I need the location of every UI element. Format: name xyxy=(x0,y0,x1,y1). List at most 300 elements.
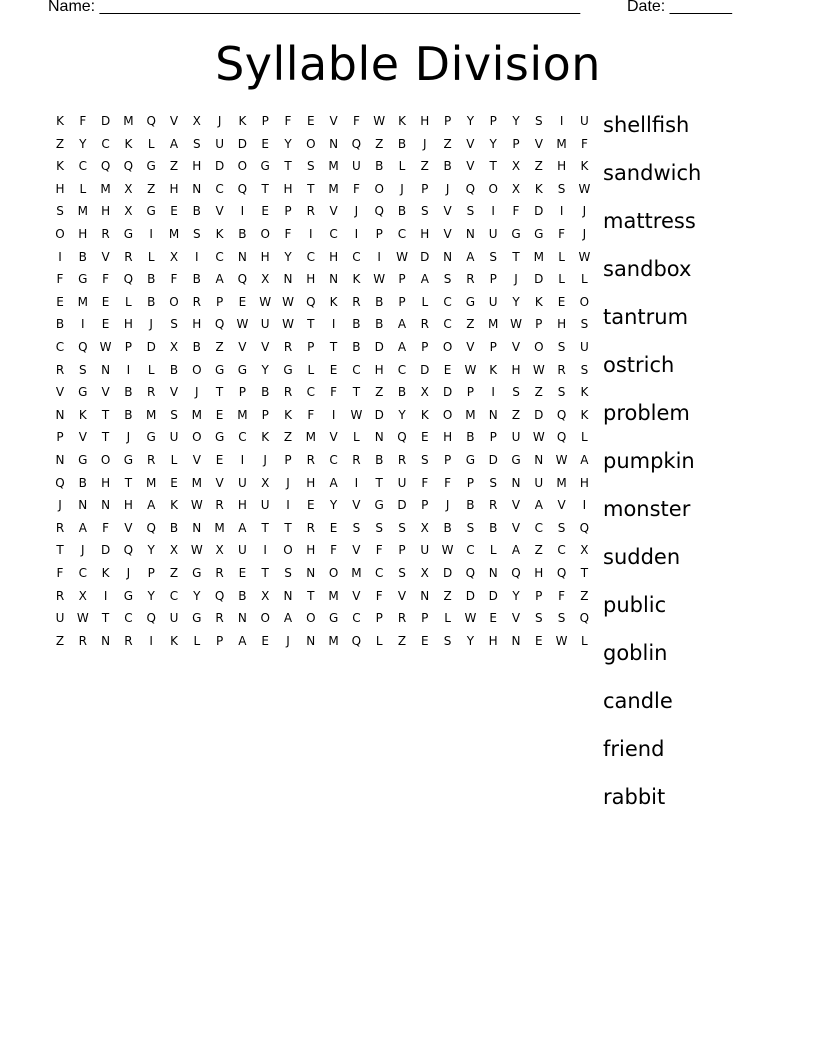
grid-letter: W xyxy=(282,317,294,332)
grid-letter: G xyxy=(374,498,384,513)
grid-letter: F xyxy=(375,543,383,558)
grid-letter: C xyxy=(352,362,361,377)
grid-letter: D xyxy=(374,340,384,354)
grid-letter: R xyxy=(283,340,293,354)
grid-letter: D xyxy=(534,272,544,287)
grid-letter: B xyxy=(489,520,498,535)
grid-letter: P xyxy=(398,272,406,287)
grid-letter: K xyxy=(580,385,589,400)
grid-letter: V xyxy=(511,498,521,513)
grid-letter: O xyxy=(442,407,453,422)
grid-letter: M xyxy=(465,407,476,422)
grid-letter: K xyxy=(170,633,178,648)
grid-letter: V xyxy=(329,430,338,445)
grid-letter: P xyxy=(147,566,155,580)
grid-letter: Y xyxy=(512,294,520,309)
grid-letter: V xyxy=(101,249,110,264)
grid-letter: J xyxy=(81,543,85,558)
grid-letter: M xyxy=(328,588,339,603)
grid-letter: X xyxy=(511,159,521,174)
grid-letter: K xyxy=(170,498,178,513)
grid-letter: Q xyxy=(397,430,407,445)
grid-letter: S xyxy=(489,249,497,264)
word-list-item: candle xyxy=(603,689,673,713)
grid-letter: E xyxy=(307,498,315,513)
grid-letter: G xyxy=(511,227,521,241)
grid-letter: O xyxy=(579,294,590,309)
grid-letter: Z xyxy=(443,588,452,603)
grid-letter: K xyxy=(352,272,361,287)
grid-letter: W xyxy=(578,249,591,264)
grid-letter: C xyxy=(238,430,247,445)
grid-letter: E xyxy=(443,362,452,377)
grid-letter: Q xyxy=(351,136,362,151)
grid-letter: Z xyxy=(466,317,475,332)
grid-letter: K xyxy=(101,566,110,580)
grid-letter: J xyxy=(286,633,290,648)
grid-letter: K xyxy=(489,362,498,377)
grid-letter: R xyxy=(215,611,224,626)
grid-letter: E xyxy=(329,362,338,377)
grid-letter: Z xyxy=(169,566,179,580)
grid-letter: L xyxy=(581,633,588,648)
grid-letter: D xyxy=(465,588,476,603)
grid-letter: P xyxy=(421,498,429,513)
grid-letter: E xyxy=(215,453,224,467)
grid-letter: I xyxy=(377,249,381,264)
grid-letter: M xyxy=(533,249,544,264)
grid-letter: P xyxy=(489,114,497,128)
grid-letter: Z xyxy=(215,340,224,354)
grid-letter: V xyxy=(466,340,475,354)
grid-letter: P xyxy=(398,543,406,558)
grid-letter: W xyxy=(76,611,89,626)
grid-letter: Z xyxy=(511,407,521,422)
grid-letter: R xyxy=(124,633,133,648)
grid-letter: F xyxy=(375,588,383,603)
name-field-label: Name: ______________________________________________________ xyxy=(48,0,581,15)
grid-letter: N xyxy=(329,272,339,287)
grid-letter: V xyxy=(352,543,361,558)
grid-letter: V xyxy=(329,114,338,128)
grid-letter: B xyxy=(375,159,384,174)
grid-letter: D xyxy=(442,385,453,400)
grid-letter: R xyxy=(215,498,224,513)
word-list-item: sandbox xyxy=(603,257,692,281)
grid-letter: A xyxy=(420,272,429,287)
grid-letter: Y xyxy=(79,136,87,151)
grid-letter: N xyxy=(192,181,202,196)
grid-letter: P xyxy=(466,385,475,400)
grid-letter: T xyxy=(512,249,520,264)
grid-letter: I xyxy=(263,543,267,558)
grid-letter: L xyxy=(170,453,178,467)
grid-letter: P xyxy=(375,611,383,626)
grid-letter: Y xyxy=(398,407,406,422)
grid-letter: E xyxy=(170,475,178,490)
grid-letter: Z xyxy=(55,633,65,648)
grid-letter: B xyxy=(147,294,156,309)
grid-letter: V xyxy=(352,588,361,603)
grid-letter: R xyxy=(306,453,315,467)
grid-letter: F xyxy=(79,114,87,128)
grid-letter: I xyxy=(491,385,495,400)
grid-letter: N xyxy=(101,633,111,648)
grid-letter: W xyxy=(532,362,545,377)
grid-letter: F xyxy=(284,114,292,128)
grid-letter: N xyxy=(192,520,202,535)
grid-letter: C xyxy=(124,611,133,626)
grid-letter: Y xyxy=(147,543,155,558)
grid-letter: C xyxy=(101,136,110,151)
grid-letter: D xyxy=(374,407,384,422)
grid-letter: S xyxy=(557,520,566,535)
grid-letter: X xyxy=(420,385,429,400)
grid-letter: O xyxy=(260,611,270,626)
grid-letter: W xyxy=(259,294,272,309)
grid-letter: Y xyxy=(512,114,520,128)
grid-letter: D xyxy=(420,362,430,377)
grid-letter: Y xyxy=(329,498,338,513)
grid-letter: F xyxy=(421,475,429,490)
grid-letter: Q xyxy=(351,633,362,648)
grid-letter: Y xyxy=(147,588,155,603)
grid-letter: V xyxy=(511,611,521,626)
grid-letter: H xyxy=(78,227,88,241)
grid-letter: Q xyxy=(100,159,111,174)
grid-letter: L xyxy=(581,272,588,287)
grid-letter: T xyxy=(261,181,269,196)
grid-letter: Q xyxy=(306,294,316,309)
grid-letter: C xyxy=(466,543,475,558)
grid-letter: T xyxy=(329,340,338,354)
grid-letter: P xyxy=(398,294,406,309)
grid-letter: J xyxy=(514,272,518,287)
grid-letter: C xyxy=(55,340,65,354)
grid-letter: N xyxy=(306,566,316,580)
grid-letter: N xyxy=(55,453,65,467)
grid-letter: E xyxy=(261,633,269,648)
grid-letter: I xyxy=(309,227,313,241)
grid-letter: H xyxy=(443,430,453,445)
grid-letter: E xyxy=(329,520,338,535)
grid-letter: S xyxy=(375,520,383,535)
grid-letter: J xyxy=(58,498,62,513)
grid-letter: T xyxy=(352,385,361,400)
grid-letter: Q xyxy=(123,272,134,287)
grid-letter: C xyxy=(329,227,338,241)
grid-letter: S xyxy=(56,204,64,219)
grid-letter: P xyxy=(466,475,475,490)
grid-letter: L xyxy=(581,430,588,445)
grid-letter: U xyxy=(260,317,270,332)
grid-letter: B xyxy=(397,385,407,400)
grid-letter: I xyxy=(354,227,359,241)
grid-letter: O xyxy=(100,453,111,467)
grid-letter: V xyxy=(511,520,521,535)
grid-letter: D xyxy=(420,249,430,264)
word-list-item: pumpkin xyxy=(603,449,695,473)
grid-letter: G xyxy=(123,588,134,603)
grid-letter: P xyxy=(215,633,224,648)
grid-letter: O xyxy=(55,227,65,241)
grid-letter: U xyxy=(169,430,179,445)
grid-letter: G xyxy=(192,566,202,580)
grid-letter: G xyxy=(328,611,339,626)
grid-letter: D xyxy=(442,566,453,580)
grid-letter: I xyxy=(126,362,131,377)
grid-letter: Z xyxy=(534,385,543,400)
grid-letter: S xyxy=(466,204,475,219)
grid-letter: F xyxy=(580,136,588,151)
grid-letter: S xyxy=(443,633,452,648)
grid-letter: J xyxy=(445,498,450,513)
grid-letter: B xyxy=(192,272,201,287)
grid-letter: D xyxy=(534,407,544,422)
grid-letter: G xyxy=(146,204,156,219)
grid-letter: R xyxy=(55,362,65,377)
grid-letter: A xyxy=(511,543,521,558)
grid-letter: R xyxy=(397,453,407,467)
grid-letter: H xyxy=(420,114,430,128)
grid-letter: I xyxy=(149,227,153,241)
grid-letter: E xyxy=(535,633,543,648)
grid-letter: N xyxy=(101,362,111,377)
grid-letter: S xyxy=(420,453,429,467)
grid-letter: P xyxy=(261,407,269,422)
grid-letter: R xyxy=(489,498,498,513)
grid-letter: O xyxy=(306,136,316,151)
grid-letter: M xyxy=(237,407,248,422)
grid-letter: V xyxy=(466,136,475,151)
grid-letter: F xyxy=(558,227,566,241)
grid-letter: U xyxy=(237,543,247,558)
grid-letter: Z xyxy=(397,633,407,648)
grid-letter: P xyxy=(512,136,520,151)
grid-letter: K xyxy=(215,227,224,241)
grid-letter: W xyxy=(441,543,454,558)
grid-letter: B xyxy=(443,159,452,174)
grid-letter: H xyxy=(534,566,544,580)
grid-letter: M xyxy=(328,159,339,174)
grid-letter: G xyxy=(465,294,476,309)
grid-letter: Z xyxy=(534,543,543,558)
grid-letter: N xyxy=(283,272,293,287)
grid-letter: B xyxy=(466,430,475,445)
grid-letter: Q xyxy=(556,566,567,580)
grid-letter: E xyxy=(261,136,269,151)
grid-letter: X xyxy=(261,588,270,603)
grid-letter: U xyxy=(420,543,430,558)
word-list-item: problem xyxy=(603,401,690,425)
grid-letter: S xyxy=(557,340,566,354)
grid-letter: T xyxy=(489,159,497,174)
grid-letter: P xyxy=(443,114,452,128)
grid-letter: E xyxy=(56,294,64,309)
grid-letter: J xyxy=(263,453,267,467)
grid-letter: E xyxy=(261,204,269,219)
grid-letter: W xyxy=(236,317,249,332)
grid-letter: E xyxy=(421,633,429,648)
grid-letter: X xyxy=(215,543,224,558)
grid-letter: I xyxy=(559,204,564,219)
grid-letter: D xyxy=(100,543,111,558)
grid-letter: D xyxy=(214,159,225,174)
grid-letter: K xyxy=(56,159,64,174)
grid-letter: B xyxy=(238,588,247,603)
grid-letter: J xyxy=(126,566,131,580)
grid-letter: W xyxy=(373,272,386,287)
grid-letter: G xyxy=(214,430,225,445)
grid-letter: L xyxy=(147,362,155,377)
grid-letter: P xyxy=(489,430,497,445)
grid-letter: I xyxy=(81,317,85,332)
grid-letter: N xyxy=(465,227,475,241)
grid-letter: I xyxy=(58,249,62,264)
grid-letter: L xyxy=(489,543,497,558)
grid-letter: B xyxy=(466,498,475,513)
grid-letter: M xyxy=(146,475,157,490)
grid-letter: B xyxy=(261,385,270,400)
grid-letter: Y xyxy=(284,249,292,264)
grid-letter: P xyxy=(284,204,292,219)
grid-letter: O xyxy=(374,181,384,196)
grid-letter: V xyxy=(101,385,110,400)
grid-letter: H xyxy=(283,181,293,196)
grid-letter: S xyxy=(489,475,497,490)
grid-letter: K xyxy=(534,294,543,309)
grid-letter: G xyxy=(465,453,476,467)
grid-letter: W xyxy=(190,498,203,513)
grid-letter: T xyxy=(284,520,292,535)
grid-letter: N xyxy=(78,498,88,513)
grid-letter: E xyxy=(215,407,224,422)
grid-letter: W xyxy=(510,317,522,332)
grid-letter: V xyxy=(534,136,543,151)
grid-letter: U xyxy=(351,159,361,174)
grid-letter: M xyxy=(191,407,202,422)
grid-letter: R xyxy=(557,362,566,377)
grid-letter: T xyxy=(261,566,269,580)
grid-letter: F xyxy=(352,181,360,196)
grid-letter: U xyxy=(169,611,179,626)
grid-letter: C xyxy=(534,520,543,535)
grid-letter: Y xyxy=(512,588,520,603)
grid-letter: U xyxy=(237,475,247,490)
grid-letter: B xyxy=(397,204,407,219)
grid-letter: N xyxy=(237,249,247,264)
grid-letter: R xyxy=(397,611,407,626)
grid-letter: B xyxy=(192,340,201,354)
grid-letter: R xyxy=(306,520,315,535)
grid-letter: Z xyxy=(580,588,589,603)
grid-letter: H xyxy=(306,272,316,287)
grid-letter: G xyxy=(78,453,88,467)
grid-letter: X xyxy=(78,588,87,603)
grid-letter: W xyxy=(578,181,591,196)
grid-letter: B xyxy=(443,520,452,535)
grid-letter: W xyxy=(555,453,568,467)
grid-letter: X xyxy=(169,543,179,558)
grid-letter: H xyxy=(557,317,567,332)
grid-letter: O xyxy=(442,340,453,354)
grid-letter: K xyxy=(534,181,543,196)
grid-letter: H xyxy=(192,159,202,174)
grid-letter: A xyxy=(215,272,224,287)
grid-letter: D xyxy=(100,114,111,128)
grid-letter: Q xyxy=(123,159,134,174)
grid-letter: R xyxy=(192,294,201,309)
grid-letter: H xyxy=(123,498,133,513)
grid-letter: N xyxy=(55,407,65,422)
grid-letter: N xyxy=(488,566,498,580)
grid-letter: N xyxy=(511,475,521,490)
grid-letter: B xyxy=(352,317,361,332)
grid-letter: O xyxy=(488,181,498,196)
grid-letter: Y xyxy=(466,633,475,648)
grid-letter: N xyxy=(443,249,453,264)
grid-letter: X xyxy=(169,249,179,264)
grid-letter: S xyxy=(192,136,201,151)
grid-letter: V xyxy=(261,340,270,354)
grid-letter: A xyxy=(78,520,87,535)
grid-letter: F xyxy=(307,407,315,422)
grid-letter: W xyxy=(396,249,408,264)
grid-letter: R xyxy=(215,566,224,580)
grid-letter: H xyxy=(169,181,179,196)
grid-letter: L xyxy=(558,249,565,264)
grid-letter: Z xyxy=(147,181,156,196)
grid-letter: H xyxy=(192,317,202,332)
grid-letter: W xyxy=(99,340,112,354)
grid-letter: E xyxy=(238,566,247,580)
grid-letter: P xyxy=(56,430,64,445)
grid-letter: J xyxy=(195,385,199,400)
grid-letter: N xyxy=(329,136,339,151)
grid-letter: N xyxy=(488,407,498,422)
grid-letter: I xyxy=(354,475,359,490)
grid-letter: R xyxy=(420,317,429,332)
word-list-item: friend xyxy=(603,737,665,761)
grid-letter: P xyxy=(307,340,315,354)
grid-letter: M xyxy=(328,633,339,648)
grid-letter: H xyxy=(420,227,430,241)
grid-letter: J xyxy=(126,430,131,445)
grid-letter: F xyxy=(56,566,64,580)
grid-letter: C xyxy=(78,159,87,174)
grid-letter: L xyxy=(353,430,360,445)
grid-letter: M xyxy=(305,430,316,445)
grid-letter: E xyxy=(307,114,315,128)
grid-letter: D xyxy=(488,453,498,467)
grid-letter: V xyxy=(124,520,133,535)
grid-letter: M xyxy=(556,136,567,151)
grid-letter: O xyxy=(283,543,293,558)
grid-letter: X xyxy=(511,181,521,196)
grid-letter: C xyxy=(306,249,315,264)
grid-letter: C xyxy=(215,249,224,264)
grid-letter: H xyxy=(374,362,384,377)
word-list-item: sandwich xyxy=(603,161,702,185)
grid-letter: X xyxy=(420,566,429,580)
grid-letter: T xyxy=(580,566,589,580)
grid-letter: Z xyxy=(283,430,293,445)
grid-letter: G xyxy=(146,430,156,445)
grid-letter: U xyxy=(579,114,589,128)
grid-letter: T xyxy=(307,588,315,603)
grid-letter: Y xyxy=(284,136,292,151)
grid-letter: B xyxy=(169,362,179,377)
